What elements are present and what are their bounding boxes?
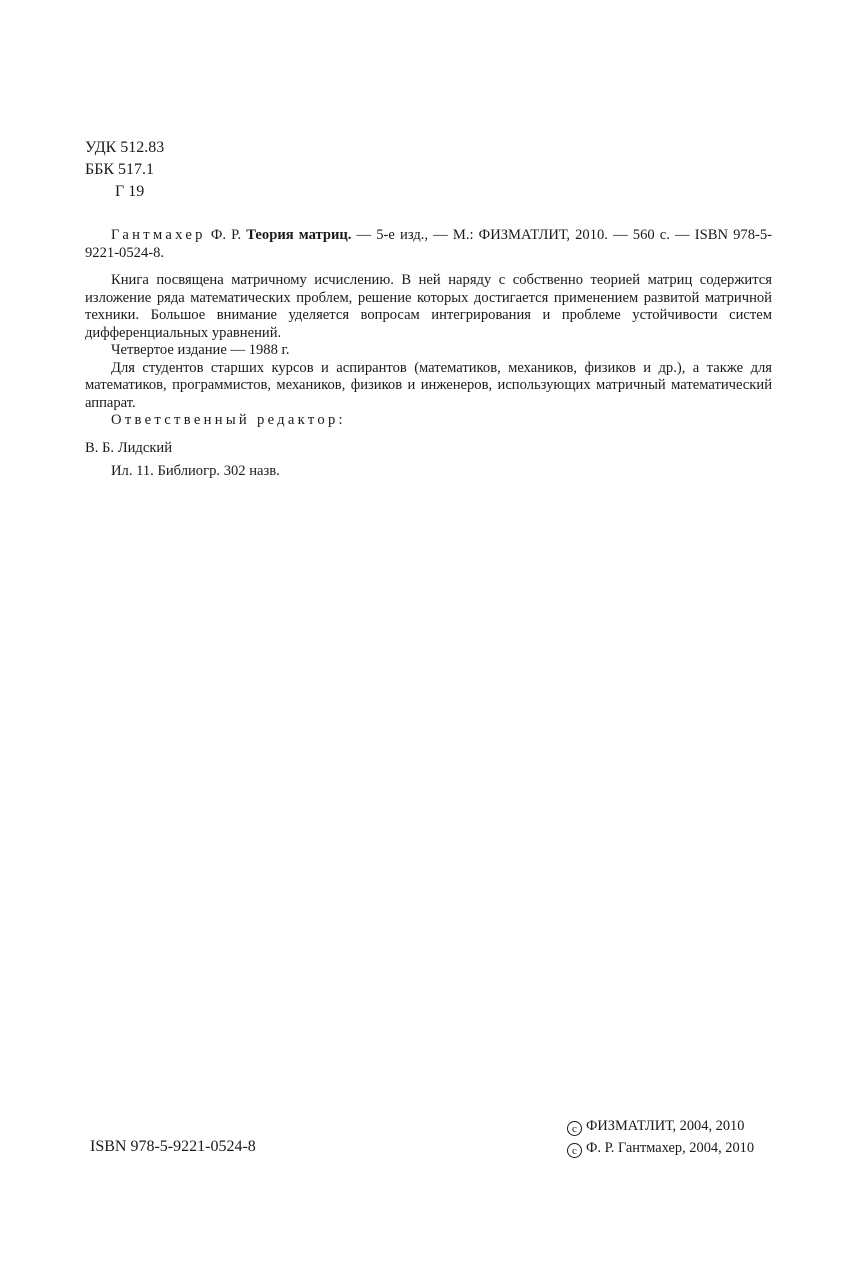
bbk-code: ББК 517.1	[85, 161, 155, 178]
copyright-author	[567, 1137, 754, 1159]
author-sign: Г 19	[115, 183, 145, 200]
author-surname: Гантмахер	[111, 227, 206, 243]
classification-block	[85, 137, 164, 203]
udk-code: УДК 512.83	[85, 139, 165, 156]
isbn-footer: ISBN 978-5-9221-0524-8	[90, 1138, 256, 1155]
previous-edition-note: Четвертое издание — 1988 г.	[111, 342, 290, 358]
copyright-publisher-text: ФИЗМАТЛИТ, 2004, 2010	[586, 1118, 745, 1134]
copyright-icon: c	[567, 1121, 582, 1136]
editor-label: Ответственный редактор:	[111, 412, 346, 428]
illustrations-note: Ил. 11. Библиогр. 302 назв.	[111, 463, 280, 479]
bibliographic-record	[85, 227, 772, 481]
copyright-publisher	[567, 1115, 754, 1137]
book-title: Теория матриц.	[246, 227, 352, 243]
editor-name: В. Б. Лидский	[85, 439, 173, 456]
copyright-icon: c	[567, 1143, 582, 1158]
record-details: — 5-е изд., — М.: ФИЗМАТЛИТ, 2010. — 560 с. — ISBN 978-5-9221-0524-8.	[85, 227, 773, 261]
audience-paragraph: Для студентов старших курсов и аспирантов (математиков, механиков, физиков и др.), а также для математиков, программистов, механиков, физиков и инженеров, использующих матричный математический аппарат.	[85, 359, 772, 411]
copyright-block	[567, 1115, 754, 1159]
record-paragraph	[85, 227, 772, 262]
copyright-author-text: Ф. Р. Гантмахер, 2004, 2010	[586, 1140, 755, 1156]
annotation-paragraph: Книга посвящена матричному исчислению. В ней наряду с собственно теорией матриц содержится изложение ряда математических проблем, решение которых достигается применением развитой матричной техники. Большое внимание уделяется вопросам интегрирования и проблеме устойчивости систем дифференциальных уравнений.	[85, 272, 772, 341]
author-initials: Ф. Р.	[205, 227, 242, 243]
